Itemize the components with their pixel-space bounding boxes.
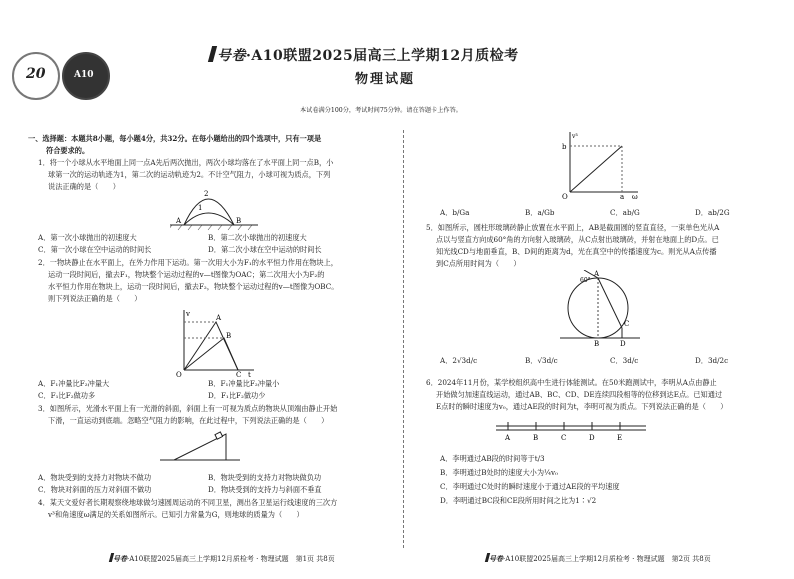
track-label: A: [505, 434, 511, 442]
option-b[interactable]: B．第二次小球抛出的初速度大: [208, 233, 307, 242]
q5-options: [440, 355, 780, 367]
alliance-logo: [62, 52, 110, 100]
fig-label: ω: [632, 193, 638, 200]
q1-options: [38, 232, 398, 256]
fig-label: D: [620, 340, 626, 348]
footer-text: A10联盟2025届高三上学期12月质检考 · 物理试题 第1页 共8页: [129, 555, 335, 563]
option-d[interactable]: D．李明通过BC段和CE段所用时间之比为1∶√2: [440, 496, 597, 505]
option-d[interactable]: D．ab/2G: [695, 208, 730, 217]
option-a[interactable]: A．2√3d/c: [440, 356, 478, 365]
q5-figure: [560, 270, 640, 348]
option-c[interactable]: C．ab/G: [610, 208, 640, 217]
q1-line: 球第一次的运动轨迹为1，第二次的运动轨迹为2。不计空气阻力，小球可视为质点，下列: [48, 170, 331, 179]
q6-options: [440, 452, 780, 508]
fig-label: B: [226, 332, 232, 340]
pen-icon: [208, 46, 217, 62]
q6-line: 6．2024年11月份，某学校组织高中生进行体能测试。在50米跑测试中，李明从A点由静止: [426, 378, 717, 387]
fig-label: A: [594, 270, 600, 278]
section-intro: 一、选择题：本题共8小题，每小题4分，共32分。在每小题给出的四个选项中，只有一项是: [28, 134, 322, 143]
fig-label: C: [624, 320, 630, 328]
q2-line: 运动一段时间后，撤去F₁，物块整个运动过程的v—t图像为OAC；第二次用大小为F₂的: [48, 270, 325, 279]
fig-label: 1: [198, 204, 203, 212]
logo-text: 20: [26, 66, 46, 82]
option-a[interactable]: A．物块受到的支持力对物块不做功: [38, 473, 152, 482]
fig-label: A: [216, 314, 222, 322]
fig-label: O: [176, 371, 182, 378]
fig-label: A: [176, 217, 182, 225]
option-b[interactable]: B．a/Gb: [525, 208, 555, 217]
fig-label: C: [236, 371, 242, 378]
q2-line: 2．一物块静止在水平面上，在外力作用下运动。第一次用大小为F₁的水平恒力作用在物块上，: [38, 258, 338, 267]
q5-line: 点以与竖直方向成60°角的方向射入玻璃砖，从C点射出玻璃砖，并射在地面上的D点。已: [436, 235, 719, 244]
option-d[interactable]: D．第二次小球在空中运动的时间长: [208, 245, 322, 254]
q4-options: [440, 207, 780, 219]
track-label: B: [533, 434, 539, 442]
school-logo: [12, 52, 60, 100]
track-label: D: [589, 434, 595, 442]
option-a[interactable]: A．第一次小球抛出的初速度大: [38, 233, 137, 242]
fig-label: v: [186, 310, 190, 318]
q4-figure: [560, 130, 640, 200]
fig-label: b: [562, 143, 567, 151]
q1-line: 1．将一个小球从水平地面上同一点A先后两次抛出，两次小球均落在了水平面上同一点B，小: [38, 158, 334, 167]
fig-label: 60°: [580, 277, 591, 284]
q4-line: v³和角速度ω满足的关系如图所示。已知引力常量为G，则地球的质量为（ ）: [48, 510, 304, 519]
q5-line: 知光线CD与地面垂直，B、D间的距离为d，光在真空中的传播速度为c。则光从A点传播: [436, 247, 717, 256]
left-column: [28, 133, 398, 193]
subject-title: 物理试题: [355, 72, 416, 87]
option-c[interactable]: C．第一次小球在空中运动的时间长: [38, 245, 152, 254]
option-c[interactable]: C．F₁比F₂做功多: [38, 391, 96, 400]
q4-stem: [28, 497, 398, 521]
q2-options: [38, 378, 398, 402]
logo-text: A10: [74, 70, 94, 80]
q3-options: [38, 472, 398, 496]
fig-label: a: [620, 193, 625, 200]
q6-line: 开始做匀加速直线运动，通过AB、BC、CD、DE连续四段相等的位移到达E点。已知通过: [436, 390, 723, 399]
q4-line: 4．某天文爱好者长期观察绕地球做匀速圆周运动的不同卫星，测出各卫星运行线速度的三次方: [38, 498, 338, 507]
option-b[interactable]: B．物块受到的支持力对物块做负功: [208, 473, 322, 482]
track-label: E: [617, 434, 623, 442]
option-c[interactable]: C．物块对斜面的压力对斜面不做功: [38, 485, 152, 494]
brand-text: 号卷: [217, 48, 246, 64]
footer-text: A10联盟2025届高三上学期12月质检考 · 物理试题 第2页 共8页: [505, 555, 711, 563]
option-a[interactable]: A．李明通过AB段的时间等于t/3: [440, 454, 545, 463]
q3-line: 3．如图所示，光滑水平面上有一光滑的斜面，斜面上有一可视为质点的物块从顶端由静止开始: [38, 404, 338, 413]
q2-line: 则下列说法正确的是（ ）: [48, 294, 142, 303]
q2-figure: [176, 308, 256, 378]
q2-line: 水平恒力作用在物块上，运动一段时间后，撤去F₂，物块整个运动过程的v—t图像为OBC。: [48, 282, 339, 291]
track-label: C: [561, 434, 567, 442]
q3-stem: [28, 403, 398, 427]
q5-line: 5．如图所示，圆柱形玻璃砖静止放置在水平面上，AB是截面圆的竖直直径，一束单色光从A: [426, 223, 720, 232]
option-a[interactable]: A．F₁冲量比F₂冲量大: [38, 379, 110, 388]
q6-track-figure: [496, 420, 646, 442]
fig-label: t: [248, 371, 251, 378]
option-a[interactable]: A．b/Ga: [440, 208, 470, 217]
q3-line: 下滑，一直运动到底端。忽略空气阻力的影响，在此过程中，下列说法正确的是（ ）: [48, 416, 329, 425]
fig-label: B: [594, 340, 600, 348]
footer-brand: 号卷: [489, 554, 503, 563]
q5-stem: [422, 222, 792, 270]
option-d[interactable]: D．3d/2c: [695, 356, 729, 365]
footer-right: 号卷·A10联盟2025届高三上学期12月质检考 · 物理试题 第2页 共8页: [486, 553, 711, 565]
option-b[interactable]: B．√3d/c: [525, 356, 558, 365]
option-d[interactable]: D．F₁比F₂做功少: [208, 391, 266, 400]
q6-line: E点时的瞬时速度为v₀，通过AE段的时间为t，李明可视为质点。下列说法正确的是（ ）: [436, 402, 728, 411]
exam-note: 本试卷满分100分，考试时间75分钟。请在答题卡上作答。: [300, 107, 462, 114]
q6-stem: [422, 377, 792, 413]
section-intro: 符合要求的。: [46, 146, 90, 155]
option-d[interactable]: D．物块受到的支持力与斜面不垂直: [208, 485, 322, 494]
q2-stem: [28, 257, 398, 305]
fig-label: O: [562, 193, 568, 200]
fig-label: B: [236, 217, 242, 225]
exam-title: 号卷·A10联盟2025届高三上学期12月质检考: [210, 46, 519, 62]
q1-figure: [170, 185, 260, 231]
q1-line: 说法正确的是（ ）: [48, 182, 120, 191]
column-divider: [403, 130, 404, 548]
option-b[interactable]: B．F₁冲量比F₂冲量小: [208, 379, 280, 388]
q3-figure: [160, 428, 240, 464]
option-c[interactable]: C．3d/c: [610, 356, 639, 365]
option-c[interactable]: C．李明通过C处时的瞬时速度小于通过AE段的平均速度: [440, 482, 620, 491]
q5-line: 到C点所用时间为（ ）: [436, 259, 521, 268]
fig-label: v³: [572, 133, 578, 140]
fig-label: 2: [204, 190, 209, 198]
option-b[interactable]: B．李明通过B处时的速度大小为¼v₀: [440, 468, 558, 477]
footer-brand: 号卷: [113, 554, 127, 563]
title-text: A10联盟2025届高三上学期12月质检考: [251, 48, 519, 64]
footer-left: 号卷·A10联盟2025届高三上学期12月质检考 · 物理试题 第1页 共8页: [110, 553, 335, 565]
